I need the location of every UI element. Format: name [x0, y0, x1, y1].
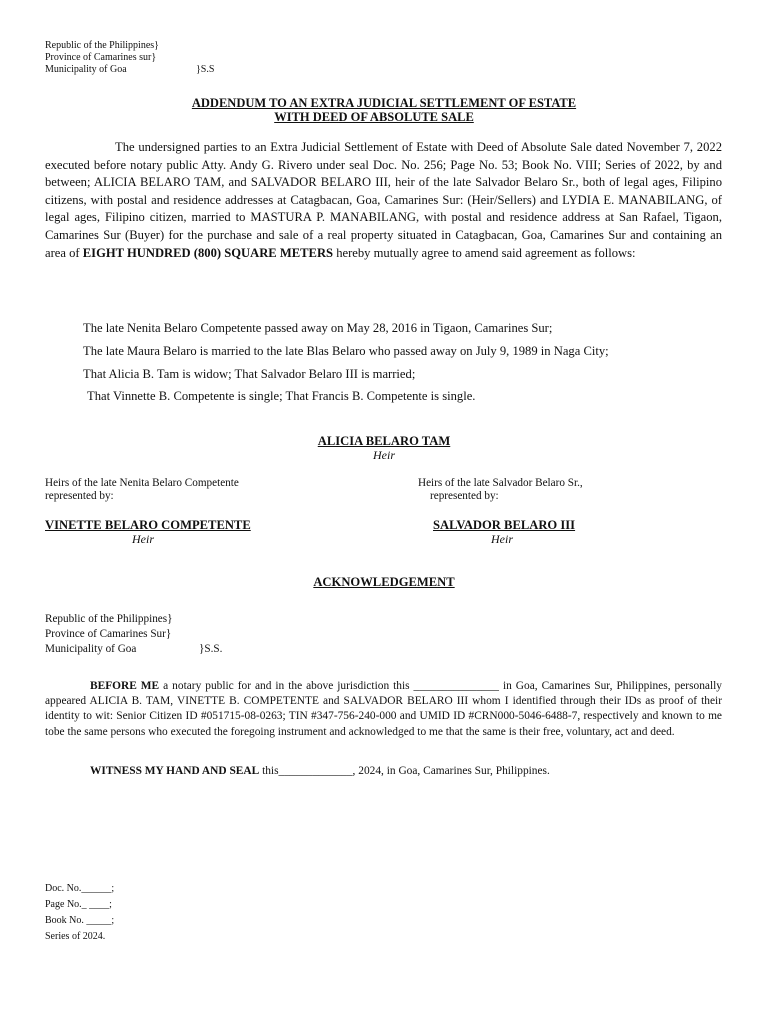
before-me-label: BEFORE ME	[90, 680, 160, 692]
witness-text: this_____________, 2024, in Goa, Camarines Sur, Philippines.	[262, 765, 550, 777]
amendment-item: That Alicia B. Tam is widow; That Salvador Belaro III is married;	[83, 367, 416, 381]
acknowledgement-paragraph	[45, 679, 722, 740]
left-represented-by: represented by:	[45, 490, 114, 502]
right-represented-by: represented by:	[430, 490, 499, 502]
signatory-name-vinette: VINETTE BELARO COMPETENTE	[45, 518, 251, 532]
amendment-item: The late Nenita Belaro Competente passed away on May 28, 2016 in Tigaon, Camarines Sur;	[83, 321, 553, 335]
venue-municipality: Municipality of Goa	[45, 64, 127, 75]
left-heirs-label: Heirs of the late Nenita Belaro Competente	[45, 477, 239, 489]
signatory-role-vinette: Heir	[132, 532, 154, 546]
intro-text-2: hereby mutually agree to amend said agreement as follows:	[336, 245, 636, 260]
intro-text-1: The undersigned parties to an Extra Judicial Settlement of Estate with Deed of Absolute Sale dated November 7, 2022 executed before notary public Atty. Andy G. Rivero under seal Doc. No. 256; Page No. 53; Book No. VIII; Series of 2022, by and between; ALICIA BELARO TAM, and SALVADOR BELARO III, heir of the late Salvador Belaro Sr., both of legal ages, Filipino citizens, with postal and residence addresses at Catagbacan, Goa, Camarines Sur: (Heir/Sellers) and LYDIA E. MANABILANG, of legal ages, Filipino citizen, married to MASTURA P. MANABILANG, with postal and residence address at San Rafael, Tigaon, Camarines Sur (Buyer) for the purchase and sale of a real property situated in Catagbacan, Goa, Camarines Sur and containing an area of	[45, 140, 722, 260]
venue-ss: }S.S	[196, 64, 215, 75]
document-title-line1: ADDENDUM TO AN EXTRA JUDICIAL SETTLEMENT OF ESTATE	[191, 96, 577, 110]
witness-label: WITNESS MY HAND AND SEAL	[90, 765, 260, 777]
ack-venue-municipality: Municipality of Goa	[45, 643, 137, 655]
amendment-item: The late Maura Belaro is married to the late Blas Belaro who passed away on July 9, 1989 in Naga City;	[83, 344, 609, 358]
ack-venue-ss: }S.S.	[199, 643, 223, 655]
amendment-item: That Vinnette B. Competente is single; That Francis B. Competente is single.	[87, 389, 476, 403]
right-heirs-label: Heirs of the late Salvador Belaro Sr.,	[418, 477, 583, 489]
signatory-role-alicia: Heir	[373, 448, 395, 462]
intro-paragraph	[45, 139, 722, 262]
acknowledgement-text: a notary public for and in the above jurisdiction this _______________ in Goa, Camarines Sur, Philippines, personally appeared ALICIA B. TAM, VINETTE B. COMPETENTE and SALVADOR BELARO III whom I identified through their IDs as proof of their identity to wit: Senior Citizen ID #051715-08-0263; TIN #347-756-240-000 and UMID ID #CRN000-5046-6488-7, respectively and known to me tobe the same persons who executed the foregoing instrument and acknowledged to me that the same is their free, voluntary, act and deed.	[45, 680, 722, 738]
series-year: Series of 2024.	[45, 931, 106, 942]
doc-number: Doc. No.______;	[45, 883, 115, 894]
ack-venue-republic: Republic of the Philippines}	[45, 613, 173, 625]
witness-paragraph	[90, 764, 550, 779]
page-number: Page No._ ____;	[45, 899, 112, 910]
acknowledgement-title: ACKNOWLEDGEMENT	[313, 575, 455, 589]
venue-province: Province of Camarines sur}	[45, 52, 157, 63]
signatory-name-alicia: ALICIA BELARO TAM	[317, 434, 451, 448]
book-number: Book No. _____;	[45, 915, 115, 926]
ack-venue-province: Province of Camarines Sur}	[45, 628, 172, 640]
venue-republic: Republic of the Philippines}	[45, 40, 159, 51]
signatory-name-salvador: SALVADOR BELARO III	[433, 518, 576, 532]
document-title-line2: WITH DEED OF ABSOLUTE SALE	[274, 110, 474, 124]
property-area: EIGHT HUNDRED (800) SQUARE METERS	[82, 245, 334, 260]
signatory-role-salvador: Heir	[491, 532, 513, 546]
